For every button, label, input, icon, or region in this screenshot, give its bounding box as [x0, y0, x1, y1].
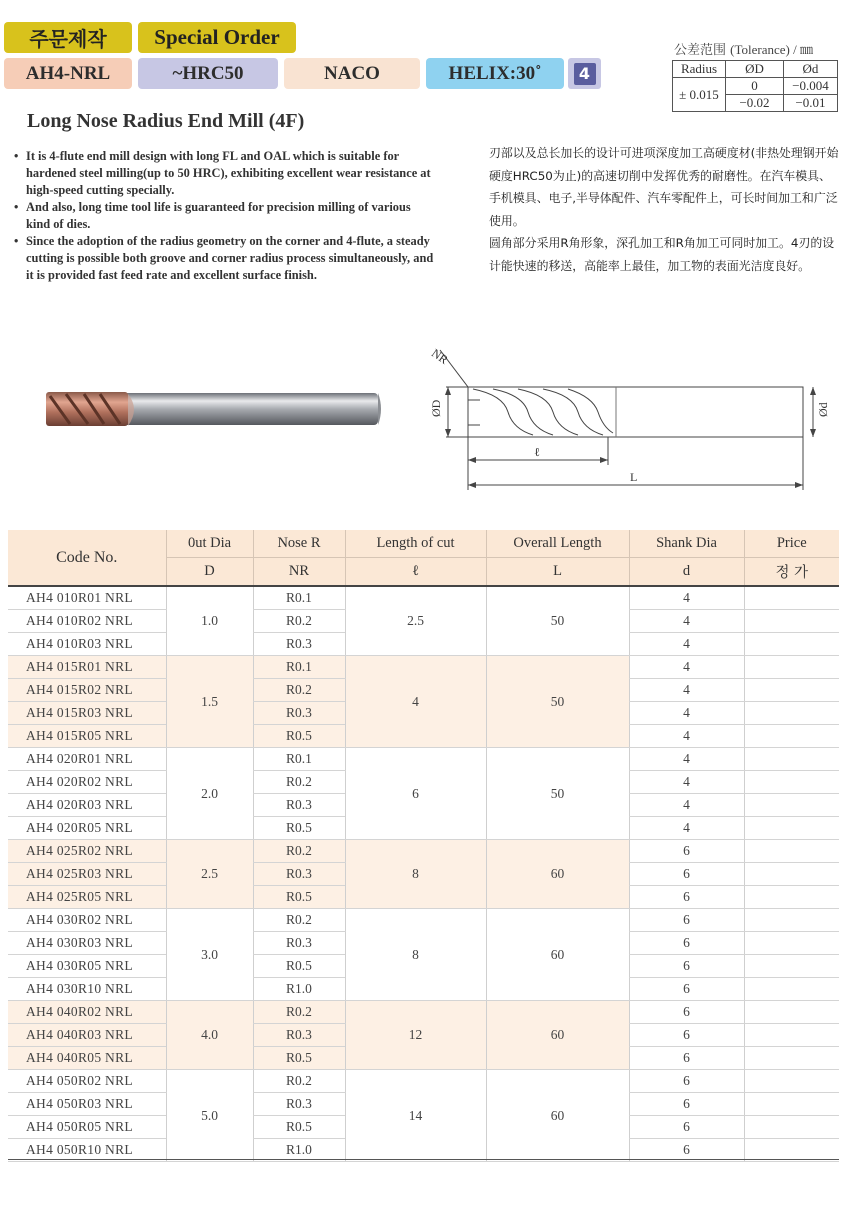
code-cell: AH4 015R02 NRL	[8, 679, 166, 702]
tol-sd-lower: −0.01	[784, 95, 838, 112]
table-row	[8, 909, 839, 932]
code-cell: AH4 025R02 NRL	[8, 840, 166, 863]
flute-count-badge	[568, 58, 601, 89]
nose-radius-cell: R0.5	[253, 725, 345, 748]
code-cell: AH4 040R03 NRL	[8, 1024, 166, 1047]
header-loc: Length of cut	[345, 530, 486, 558]
price-cell	[744, 909, 839, 932]
nose-radius-cell: R0.2	[253, 840, 345, 863]
korean-label-badge	[4, 22, 132, 53]
technical-drawing	[418, 345, 844, 495]
price-cell	[744, 955, 839, 978]
subheader-nose: NR	[253, 558, 345, 587]
korean-label: 주문제작	[29, 27, 107, 51]
shank-dia-cell: 6	[629, 886, 744, 909]
chinese-paragraph: 刃部以及总长加长的设计可进项深度加工高硬度材(非热处理钢开始硬度HRC50为止)的高速切削中发挥优秀的耐磨性。在汽车模具、手机模具、电子,半导体配件、汽车零配件上，可长时间加工和广泛使用。	[489, 146, 839, 228]
length-of-cut-cell: 12	[345, 1001, 486, 1070]
length-of-cut-cell: 6	[345, 748, 486, 840]
code-cell: AH4 020R02 NRL	[8, 771, 166, 794]
table-row	[8, 656, 839, 679]
l-small-label: ℓ	[534, 445, 540, 459]
shank-dia-cell: 6	[629, 1024, 744, 1047]
overall-length-cell: 60	[486, 1001, 629, 1070]
price-cell	[744, 633, 839, 656]
price-cell	[744, 1116, 839, 1139]
nose-radius-cell: R0.3	[253, 1024, 345, 1047]
coating-badge	[284, 58, 420, 89]
code-cell: AH4 030R05 NRL	[8, 955, 166, 978]
shank-dia-cell: 6	[629, 909, 744, 932]
overall-length-cell: 60	[486, 909, 629, 1001]
nose-radius-cell: R0.2	[253, 909, 345, 932]
dia-cell: 1.5	[166, 656, 253, 748]
dia-cell: 4.0	[166, 1001, 253, 1070]
nose-radius-cell: R0.1	[253, 586, 345, 610]
tol-radius-value: ± 0.015	[673, 78, 726, 112]
feature-item: • It is 4-flute end mill design with long FL and OAL which is suitable for hardened steel milling(up to 50 HRC), exhibiting excellent wear resistance at high-speed cutting specially.	[14, 148, 434, 199]
length-of-cut-cell: 8	[345, 840, 486, 909]
special-order-label: Special Order	[154, 25, 280, 49]
code-cell: AH4 040R05 NRL	[8, 1047, 166, 1070]
price-cell	[744, 1047, 839, 1070]
subheader-oal: L	[486, 558, 629, 587]
nose-radius-cell: R0.3	[253, 702, 345, 725]
nose-radius-cell: R0.2	[253, 1070, 345, 1093]
nose-radius-cell: R0.5	[253, 1116, 345, 1139]
shank-dia-cell: 6	[629, 932, 744, 955]
price-cell	[744, 610, 839, 633]
nose-radius-cell: R0.2	[253, 679, 345, 702]
nose-radius-cell: R0.5	[253, 1047, 345, 1070]
code-cell: AH4 010R02 NRL	[8, 610, 166, 633]
tol-head-od: ØD	[726, 61, 784, 78]
nose-radius-cell: R0.2	[253, 610, 345, 633]
code-cell: AH4 015R01 NRL	[8, 656, 166, 679]
shank-dia-cell: 6	[629, 1139, 744, 1162]
shank-dia-cell: 4	[629, 748, 744, 771]
nose-radius-cell: R0.1	[253, 656, 345, 679]
sd-label: Ød	[816, 402, 830, 417]
code-cell: AH4 040R02 NRL	[8, 1001, 166, 1024]
shank-dia-cell: 6	[629, 1047, 744, 1070]
code-cell: AH4 030R02 NRL	[8, 909, 166, 932]
dia-cell: 2.0	[166, 748, 253, 840]
price-cell	[744, 978, 839, 1001]
subheader-shank: d	[629, 558, 744, 587]
shank-dia-cell: 4	[629, 817, 744, 840]
overall-length-cell: 50	[486, 586, 629, 656]
code-cell: AH4 050R02 NRL	[8, 1070, 166, 1093]
code-cell: AH4 020R05 NRL	[8, 817, 166, 840]
helix-badge	[426, 58, 564, 89]
price-cell	[744, 817, 839, 840]
subheader-dia: D	[166, 558, 253, 587]
price-cell	[744, 679, 839, 702]
coating-label: NACO	[324, 62, 380, 84]
length-of-cut-cell: 4	[345, 656, 486, 748]
subheader-price: 정 가	[744, 558, 839, 587]
l-total-label: L	[630, 470, 638, 484]
price-cell	[744, 863, 839, 886]
product-code: AH4-NRL	[25, 62, 111, 84]
shank-dia-cell: 6	[629, 840, 744, 863]
code-cell: AH4 025R03 NRL	[8, 863, 166, 886]
price-cell	[744, 586, 839, 610]
tolerance-title-cn: 公差范围	[674, 43, 727, 58]
shank-dia-cell: 4	[629, 679, 744, 702]
price-cell	[744, 702, 839, 725]
length-of-cut-cell: 14	[345, 1070, 486, 1162]
shank-dia-cell: 4	[629, 656, 744, 679]
helix-label: HELIX:30˚	[448, 62, 542, 84]
shank-dia-cell: 4	[629, 610, 744, 633]
header-code: Code No.	[8, 530, 166, 586]
price-cell	[744, 1001, 839, 1024]
table-row	[8, 1070, 839, 1093]
nose-radius-cell: R0.3	[253, 794, 345, 817]
shank-dia-cell: 4	[629, 633, 744, 656]
table-row	[8, 840, 839, 863]
dia-cell: 2.5	[166, 840, 253, 909]
hardness-label: ~HRC50	[172, 62, 244, 84]
table-row	[8, 1001, 839, 1024]
price-cell	[744, 725, 839, 748]
shank-dia-cell: 6	[629, 1093, 744, 1116]
code-cell: AH4 015R05 NRL	[8, 725, 166, 748]
length-of-cut-cell: 8	[345, 909, 486, 1001]
nose-radius-cell: R0.5	[253, 886, 345, 909]
code-cell: AH4 020R01 NRL	[8, 748, 166, 771]
tol-od-upper: 0	[726, 78, 784, 95]
code-cell: AH4 050R10 NRL	[8, 1139, 166, 1162]
price-cell	[744, 932, 839, 955]
nose-radius-cell: R0.3	[253, 932, 345, 955]
code-cell: AH4 030R10 NRL	[8, 978, 166, 1001]
feature-list	[14, 148, 434, 284]
hardness-badge	[138, 58, 278, 89]
overall-length-cell: 60	[486, 1070, 629, 1162]
header-shank: Shank Dia	[629, 530, 744, 558]
nose-radius-cell: R1.0	[253, 1139, 345, 1162]
code-cell: AH4 010R01 NRL	[8, 586, 166, 610]
shank-dia-cell: 4	[629, 702, 744, 725]
subheader-loc: ℓ	[345, 558, 486, 587]
dia-cell: 3.0	[166, 909, 253, 1001]
flute-count: 4	[574, 63, 596, 85]
shank-dia-cell: 6	[629, 978, 744, 1001]
code-cell: AH4 015R03 NRL	[8, 702, 166, 725]
overall-length-cell: 50	[486, 748, 629, 840]
tol-od-lower: −0.02	[726, 95, 784, 112]
nose-radius-cell: R1.0	[253, 978, 345, 1001]
nr-label: NR	[429, 345, 451, 367]
code-cell: AH4 030R03 NRL	[8, 932, 166, 955]
od-label: ØD	[429, 399, 443, 417]
shank-dia-cell: 6	[629, 955, 744, 978]
header-nose: Nose R	[253, 530, 345, 558]
price-cell	[744, 771, 839, 794]
chinese-paragraph: 圆角部分采用R角形象，深孔加工和R角加工可同时加工。4刃的设计能快速的移送，高能率上最佳，加工物的表面光洁度良好。	[489, 236, 835, 273]
shank-dia-cell: 4	[629, 725, 744, 748]
table-row	[8, 586, 839, 610]
shank-dia-cell: 6	[629, 1070, 744, 1093]
header-price: Price	[744, 530, 839, 558]
tolerance-title-en: (Tolerance) / ㎜	[730, 42, 813, 57]
tolerance-title	[674, 39, 813, 58]
nose-radius-cell: R0.3	[253, 1093, 345, 1116]
code-cell: AH4 050R05 NRL	[8, 1116, 166, 1139]
nose-radius-cell: R0.2	[253, 771, 345, 794]
feature-item: • Since the adoption of the radius geometry on the corner and 4-flute, a steady cutting is possible both groove and corner radius process simultaneously, and it is provided fast feed rate and excellent surface finish.	[14, 233, 434, 284]
chinese-description	[489, 142, 841, 277]
price-cell	[744, 1093, 839, 1116]
shank-dia-cell: 4	[629, 794, 744, 817]
tolerance-table	[672, 60, 838, 112]
shank-dia-cell: 4	[629, 771, 744, 794]
dia-cell: 1.0	[166, 586, 253, 656]
table-row	[8, 748, 839, 771]
nose-radius-cell: R0.3	[253, 863, 345, 886]
price-cell	[744, 1070, 839, 1093]
overall-length-cell: 60	[486, 840, 629, 909]
price-cell	[744, 840, 839, 863]
price-cell	[744, 1024, 839, 1047]
feature-item: • And also, long time tool life is guaranteed for precision milling of various kind of dies.	[14, 199, 434, 233]
code-cell: AH4 025R05 NRL	[8, 886, 166, 909]
header-dia: 0ut Dia	[166, 530, 253, 558]
table-bottom-line	[8, 1159, 839, 1160]
price-cell	[744, 656, 839, 679]
product-table	[8, 530, 839, 1162]
tol-sd-upper: −0.004	[784, 78, 838, 95]
overall-length-cell: 50	[486, 656, 629, 748]
nose-radius-cell: R0.1	[253, 748, 345, 771]
length-of-cut-cell: 2.5	[345, 586, 486, 656]
shank-dia-cell: 6	[629, 1116, 744, 1139]
code-cell: AH4 010R03 NRL	[8, 633, 166, 656]
price-cell	[744, 748, 839, 771]
header-oal: Overall Length	[486, 530, 629, 558]
code-cell: AH4 050R03 NRL	[8, 1093, 166, 1116]
nose-radius-cell: R0.3	[253, 633, 345, 656]
nose-radius-cell: R0.5	[253, 817, 345, 840]
tol-head-radius: Radius	[673, 61, 726, 78]
shank-dia-cell: 4	[629, 586, 744, 610]
end-mill-photo	[40, 388, 385, 432]
shank-dia-cell: 6	[629, 1001, 744, 1024]
price-cell	[744, 794, 839, 817]
tol-head-sd: Ød	[784, 61, 838, 78]
nose-radius-cell: R0.2	[253, 1001, 345, 1024]
special-order-badge	[138, 22, 296, 53]
dia-cell: 5.0	[166, 1070, 253, 1162]
nose-radius-cell: R0.5	[253, 955, 345, 978]
shank-dia-cell: 6	[629, 863, 744, 886]
price-cell	[744, 886, 839, 909]
product-code-badge	[4, 58, 132, 89]
page-title: Long Nose Radius End Mill (4F)	[27, 110, 305, 132]
code-cell: AH4 020R03 NRL	[8, 794, 166, 817]
product-table-body	[8, 586, 839, 1162]
